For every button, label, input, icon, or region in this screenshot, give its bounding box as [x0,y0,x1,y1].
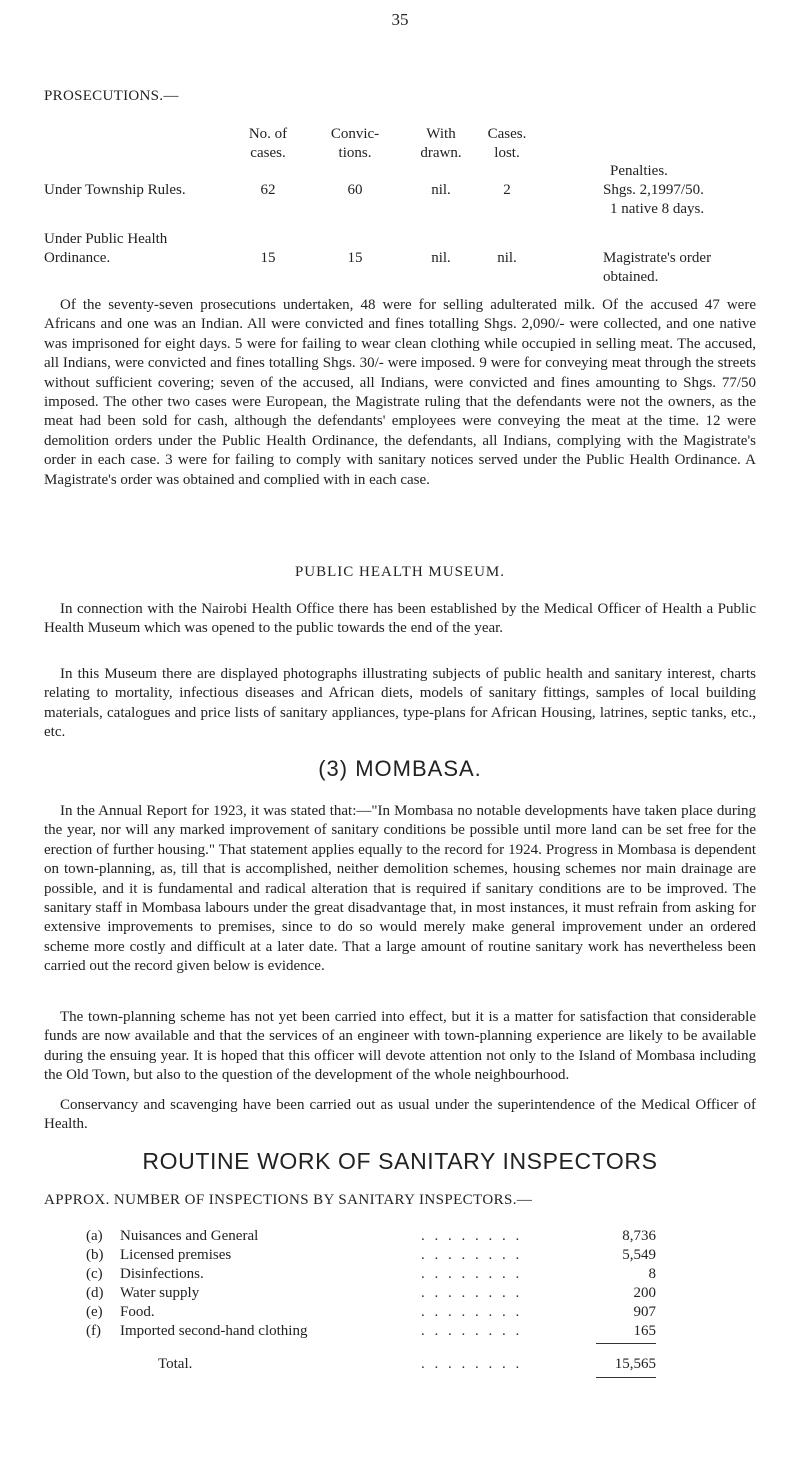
divider [596,1377,656,1378]
item-letter: (f) [86,1323,101,1339]
row-label-public-health-line2: Ordinance. [44,250,111,266]
total-row [86,1354,656,1374]
list-item [86,1321,656,1341]
row2-withdrawn: nil. [431,250,451,266]
mombasa-paragraph-2: The town-planning scheme has not yet been carried into effect, but it is a matter for satisfaction that considerable funds are now available and that the services of an engineer with town-planning experience are likely to be available during the ensuing year. It is hoped that this officer will devote attention not only to the Island of Mombasa including the Old Town, but also to the question of the development of the whole neighbourhood. [44,1009,756,1084]
row1-lost: 2 [503,182,511,198]
item-value: 907 [633,1304,656,1320]
page-number: 35 [391,10,409,29]
total-value: 15,565 [614,1356,656,1372]
routine-heading: ROUTINE WORK OF SANITARY INSPECTORS [142,1148,658,1174]
row2-penalty-line1: Magistrate's order [603,250,712,266]
leader-dots: . . . . . . . . [421,1323,523,1339]
item-letter: (d) [86,1285,104,1301]
item-value: 165 [633,1323,656,1339]
leader-dots: . . . . . . . . [421,1285,523,1301]
col-header-convictions-line1: Convic- [330,126,380,142]
prosecutions-heading: PROSECUTIONS.— [44,88,179,104]
col-header-penalties: Penalties. [610,163,668,179]
museum-paragraph-1: In connection with the Nairobi Health Office there has been established by the Medical Officer of Health a Public Health Museum which was opened to the public towards the end of the year. [44,601,756,637]
leader-dots: . . . . . . . . [421,1266,523,1282]
row2-convictions: 15 [347,250,363,266]
item-value: 200 [633,1285,656,1301]
mombasa-heading: (3) MOMBASA. [318,756,482,781]
item-label: Disinfections. [120,1266,204,1282]
row-label-township-rules: Under Township Rules. [44,182,186,198]
leader-dots: . . . . . . . . [421,1228,523,1244]
item-label: Licensed premises [120,1247,232,1263]
list-item [86,1226,656,1246]
col-header-lost-line1: Cases. [487,126,527,142]
col-header-convictions-line2: tions. [338,145,372,161]
item-label: Water supply [120,1285,200,1301]
item-letter: (b) [86,1247,104,1263]
museum-paragraph-2: In this Museum there are displayed photographs illustrating subjects of public health and sanitary interest, charts relating to mortality, infectious diseases and African diets, models of sanitary fittings, samples of local building materials, catalogues and price lists of sanitary appliances, type-plans for African Housing, latrines, septic tanks, etc., etc. [44,666,756,741]
row1-convictions: 60 [347,182,363,198]
item-letter: (c) [86,1266,103,1282]
list-item [86,1264,656,1284]
list-item [86,1302,656,1322]
leader-dots: . . . . . . . . [421,1356,523,1372]
item-value: 8 [648,1266,656,1282]
mombasa-paragraph-3: Conservancy and scavenging have been carried out as usual under the superintendence of the Medical Officer of Health. [44,1097,756,1133]
list-item [86,1245,656,1265]
col-header-cases-line1: No. of [248,126,288,142]
leader-dots: . . . . . . . . [421,1304,523,1320]
col-header-lost-line2: lost. [494,145,520,161]
item-letter: (a) [86,1228,103,1244]
item-label: Food. [120,1304,155,1320]
item-label: Imported second-hand clothing [120,1323,308,1339]
row1-penalty-line1: Shgs. 2,1997/50. [603,182,704,198]
row2-penalty-line2: obtained. [603,269,659,285]
leader-dots: . . . . . . . . [421,1247,523,1263]
total-label: Total. [158,1356,193,1372]
list-item [86,1283,656,1303]
col-header-cases-line2: cases. [250,145,286,161]
row1-cases: 62 [260,182,276,198]
item-value: 8,736 [622,1228,656,1244]
row2-lost: nil. [497,250,517,266]
row2-cases: 15 [260,250,276,266]
prosecutions-paragraph: Of the seventy-seven prosecutions undertaken, 48 were for selling adulterated milk. Of the accused 47 were Africans and one was an Indian. All were convicted and fines totalling Shgs. 2,090/- were collected, and one native was imprisoned for eight days. 5 were for failing to wear clean clothing while occupied in selling meat. The accused, all Indians, were convicted and fines totalling Shgs. 30/- were imposed. 9 were for conveying meat through the streets without sufficient covering; seven of the accused, all Indians, were convicted and fines amounting to Shgs. 77/50 imposed. The other two cases were European, the Magistrate ruling that the defendants were not the owners, as the meat had been sold for cash, although the defendants' employees were conveying the meat at the time. 12 were demolition orders under the Public Health Ordinance, the defendants, all Indians, complying with the Magistrate's order in each case. 3 were for failing to comply with sanitary notices served under the Public Health Ordinance. A Magistrate's order was obtained and complied with in each case. [44,297,756,488]
item-letter: (e) [86,1304,103,1320]
mombasa-paragraph-1: In the Annual Report for 1923, it was stated that:—"In Mombasa no notable developments have taken place during the year, nor will any marked improvement of sanitary conditions be possible until more land can be set free for the erection of further housing." That statement applies equally to the record for 1924. Progress in Mombasa is dependent on town-planning, as, till that is accomplished, neither demolition schemes, housing schemes nor main drainage are possible, and it is fundamental and radical alteration that is required if sanitary conditions are to be improved. The sanitary staff in Mombasa labours under the great disadvantage that, in most instances, it must refrain from asking for extensive improvements to premises, since to do so would merely make general improvement under an ordered scheme more costly and difficult at a later date. That a large amount of routine sanitary work has nevertheless been carried out the record given below is evidence. [44,803,756,975]
col-header-withdrawn-line1: With [426,126,456,142]
item-value: 5,549 [622,1247,656,1263]
row1-penalty-line2: 1 native 8 days. [610,201,705,217]
item-label: Nuisances and General [120,1228,259,1244]
row1-withdrawn: nil. [431,182,451,198]
col-header-withdrawn-line2: drawn. [420,145,462,161]
row-label-public-health-line1: Under Public Health [44,231,168,247]
museum-heading: PUBLIC HEALTH MUSEUM. [294,564,506,580]
inspections-subheading: APPROX. NUMBER OF INSPECTIONS BY SANITARY INSPECTORS.— [44,1192,533,1208]
divider [596,1343,656,1344]
